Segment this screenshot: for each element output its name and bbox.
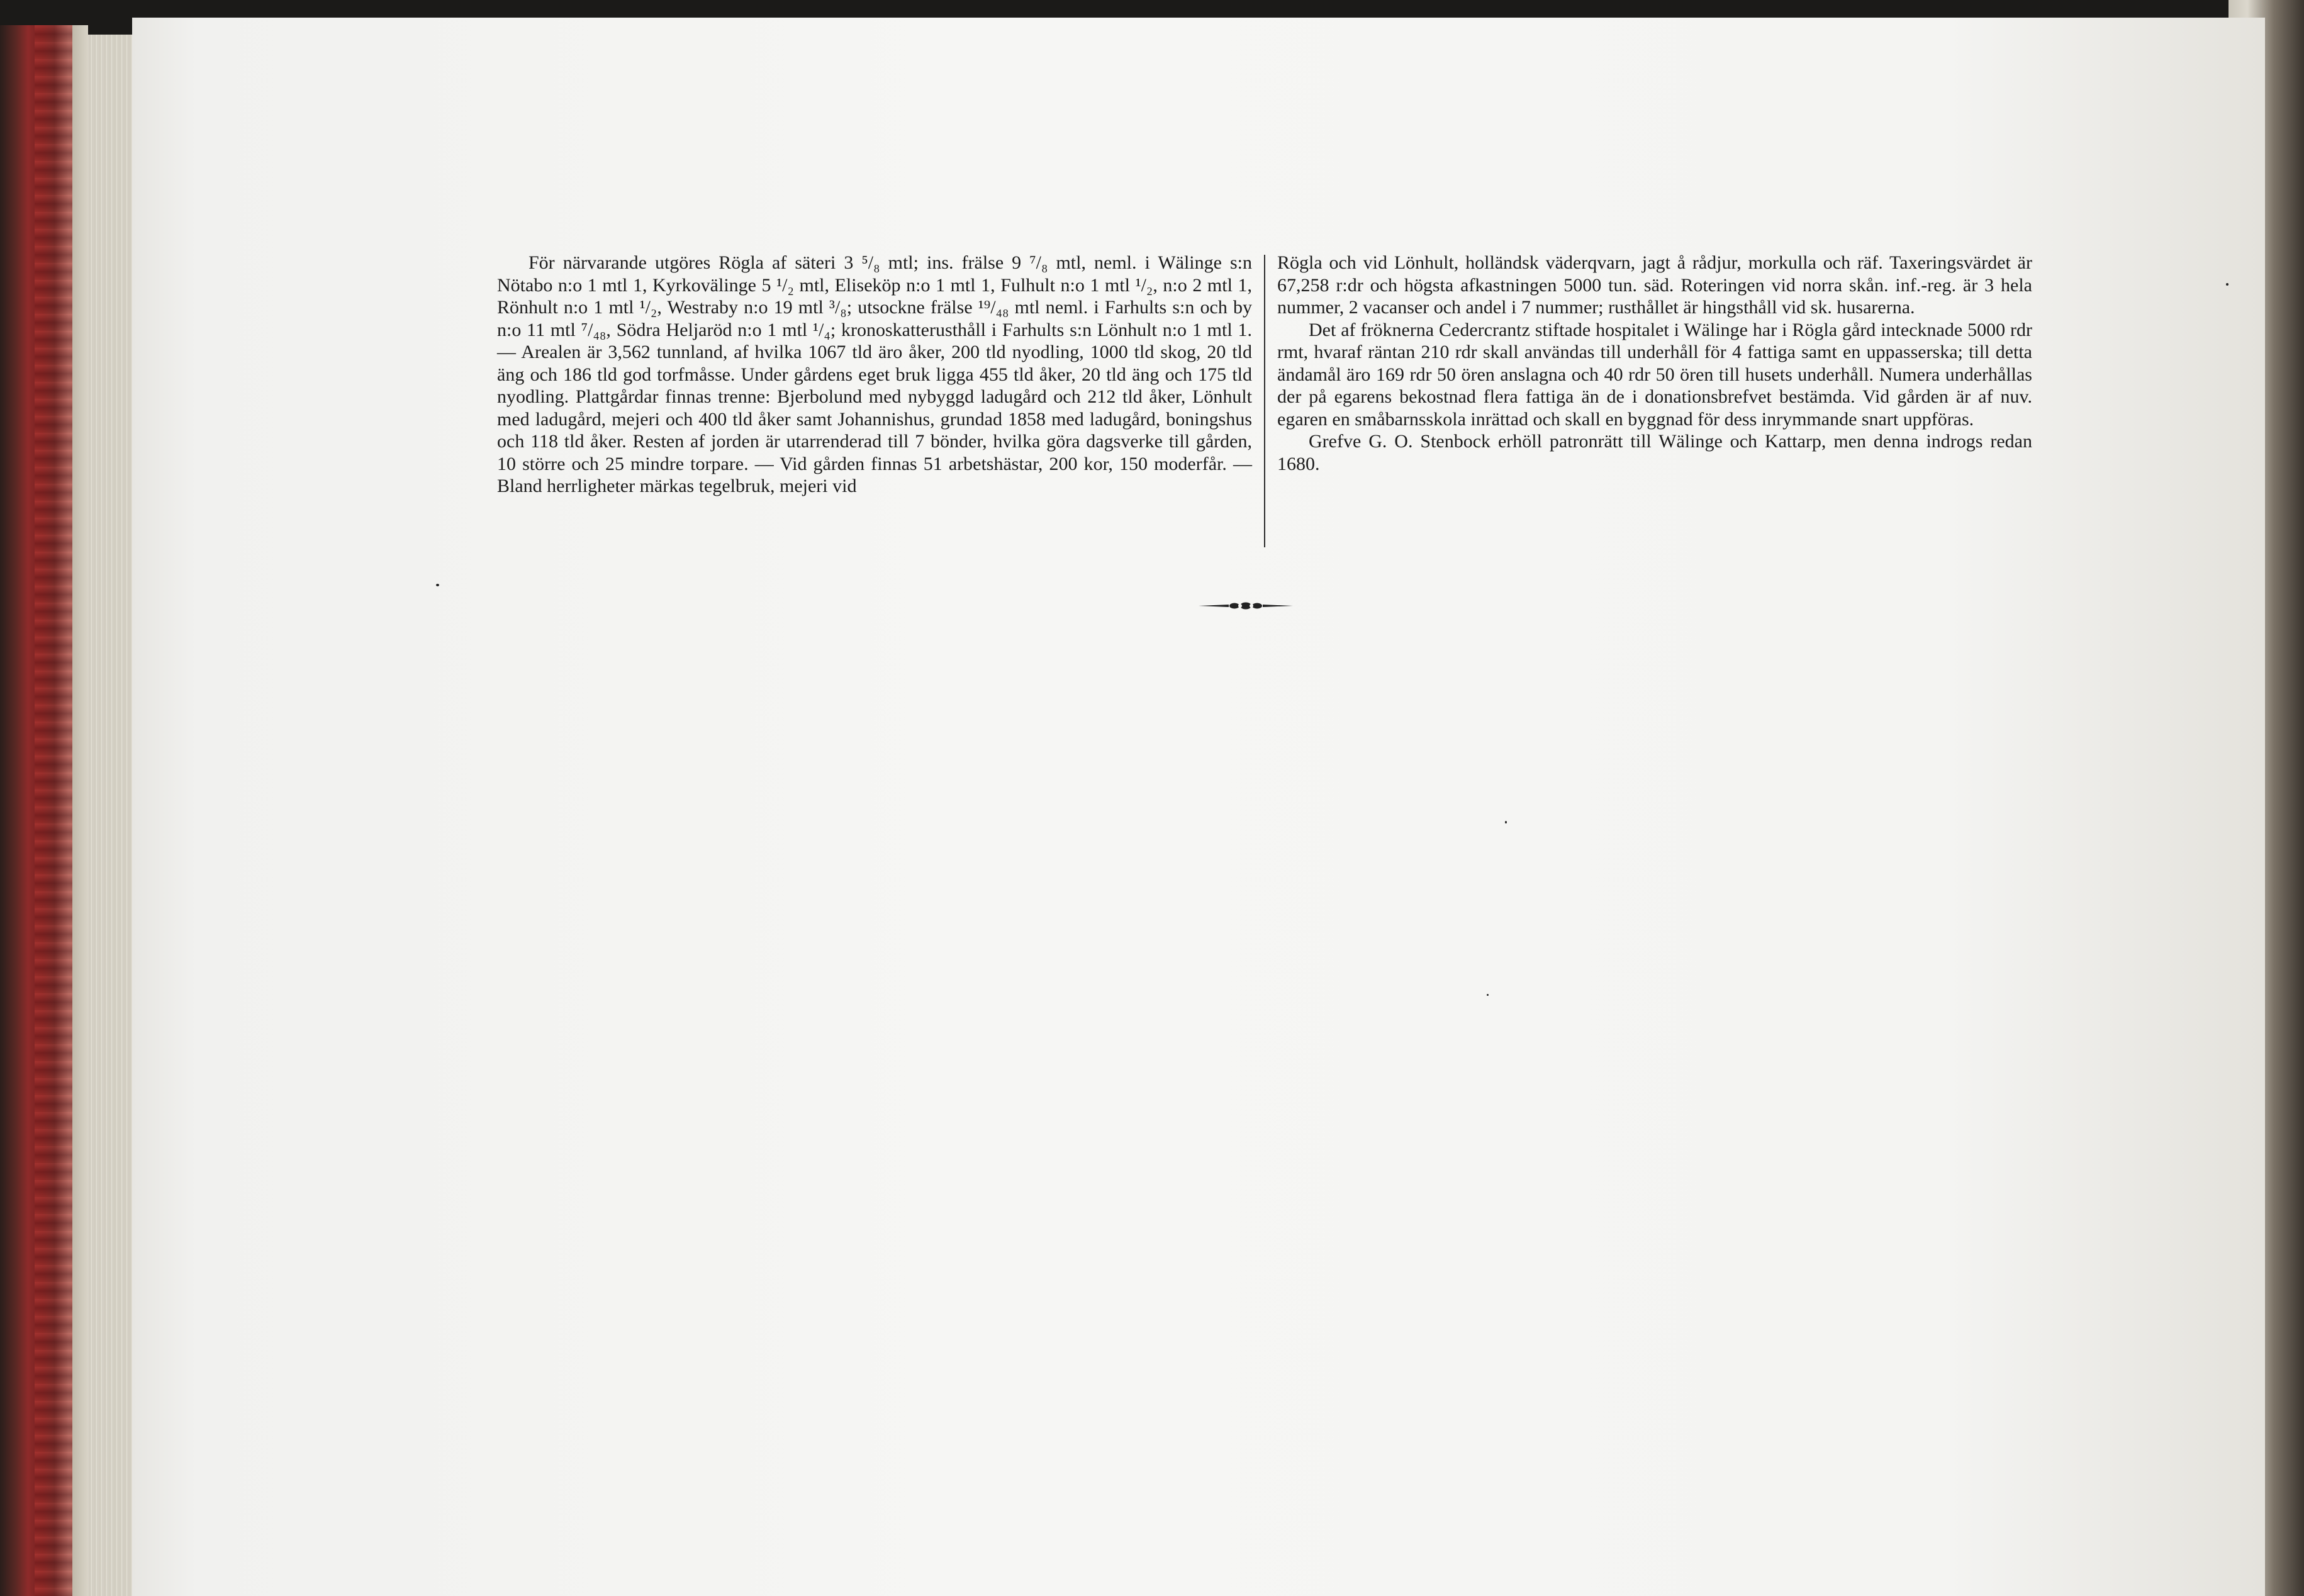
paper-speck bbox=[436, 584, 439, 586]
bleed-through-texture bbox=[453, 1032, 1283, 1321]
right-text-column bbox=[1277, 252, 2032, 475]
paragraph: Det af fröknerna Cedercrantz stiftade hospitalet i Wälinge har i Rögla gård intecknade 5000 rdr rmt, hvaraf räntan 210 rdr skall användas till underhåll för 4 fattiga samt en uppasserska; till detta ändamål äro 169 rdr 50 ören anslagna och 40 rdr 50 ören till husets underhåll. Numera underhållas der på egarens bekostnad flera fattiga än de i donationsbrefvet bestämda. Vid gården är af nuv. egaren en småbarnsskola inrättad och skall en byggnad för dess inrymmande snart uppföras. bbox=[1277, 319, 2032, 430]
paper-speck bbox=[1487, 994, 1489, 996]
column-divider bbox=[1264, 255, 1265, 547]
left-text-column bbox=[497, 252, 1252, 498]
bleed-through-texture bbox=[1101, 478, 1982, 994]
paragraph: Grefve G. O. Stenbock erhöll patronrätt till Wälinge och Kattarp, men denna indrogs redan 1680. bbox=[1277, 431, 2032, 474]
paper-speck bbox=[1505, 821, 1507, 823]
paragraph: För närvarande utgöres Rögla af säteri 3 ⁵/₈ mtl; ins. frälse 9 ⁷/₈ mtl, neml. i Wälinge s:n Nötabo n:o 1 mtl 1, Kyrkovälinge 5 ¹/₂ mtl, Eliseköp n:o 1 mtl 1, Fulhult n:o 1 mtl ¹/₂, n:o 2 mtl 1, Rönhult n:o 1 mtl ¹/₂, Westraby n:o 19 mtl ³/₈; utsockne frälse ¹⁹/₄₈ mtl neml. i Farhults s:n och by n:o 11 mtl ⁷/₄₈, Södra Heljaröd n:o 1 mtl ¹/₄; kronoskatterusthåll i Farhults s:n Lönhult n:o 1 mtl 1. — Arealen är 3,562 tunnland, af hvilka 1067 tld äro åker, 200 tld nyodling, 1000 tld skog, 20 tld äng och 186 tld god torfmåsse. Under gårdens eget bruk ligga 455 tld åker, 20 tld äng och 175 tld nyodling. Plattgårdar finnas trenne: Bjerbolund med nybyggd ladugård och 212 tld åker, Lönhult med ladugård, mejeri och 400 tld åker samt Johannishus, grundad 1858 med ladugård, boningshus och 118 tld åker. Resten af jorden är utarrenderad till 7 bönder, hvilka göra dagsverke till gården, 10 större och 25 mindre torpare. — Vid gården finnas 51 arbetshästar, 200 kor, 150 moderfår. — Bland herrligheter märkas tegelbruk, mejeri vid bbox=[497, 252, 1252, 496]
ornamental-rule bbox=[1199, 600, 1293, 611]
book-cover-binding bbox=[35, 25, 72, 1596]
paragraph: Rögla och vid Lönhult, holländsk väderqvarn, jagt å rådjur, morkulla och räf. Taxeringsvärdet är 67,258 r:dr och högsta afkastningen 5000 tun. säd. Roteringen vid norra skån. inf.-reg. är 3 hela nummer, 2 vacanser och andel i 7 nummer; rusthållet är hingsthåll vid sk. husarerna. bbox=[1277, 252, 2032, 318]
bleed-through-texture bbox=[1302, 1044, 2133, 1359]
paper-speck bbox=[2226, 283, 2229, 286]
